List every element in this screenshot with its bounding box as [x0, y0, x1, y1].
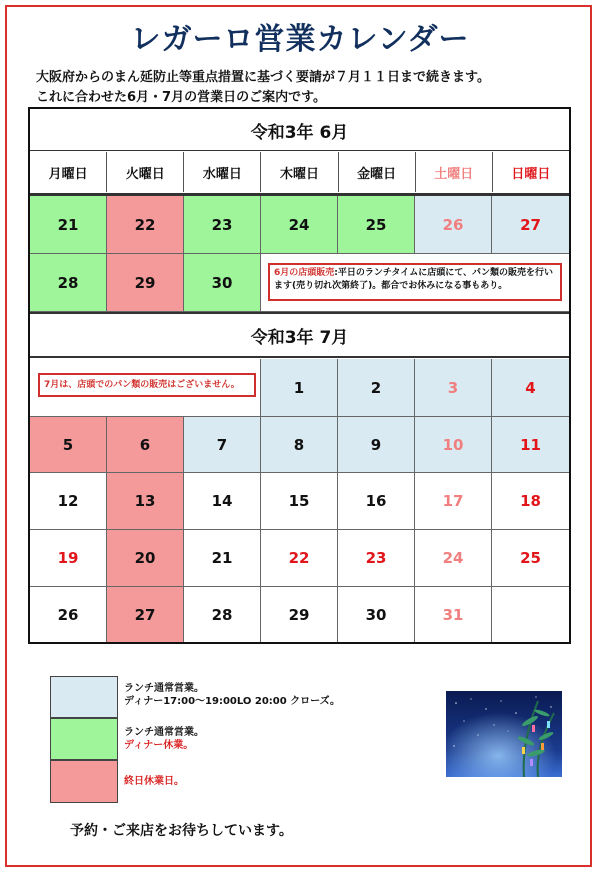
day-cell: 12 — [30, 473, 107, 530]
legend-swatch-blue — [50, 676, 118, 718]
day-cell: 29 — [261, 587, 338, 642]
legend-red-text — [124, 775, 184, 788]
day-cell-empty — [492, 587, 569, 642]
day-cell: 6 — [107, 417, 184, 473]
weekday-sun: 日曜日 — [511, 166, 551, 182]
day-cell: 23 — [184, 196, 261, 254]
weekday-mon: 月曜日 — [30, 152, 107, 192]
legend-green-line-1: ランチ通常営業。 — [124, 727, 204, 738]
july-header: 令和3年 7月 — [250, 327, 349, 348]
june-notice-title: 6月の店頭販売 — [274, 268, 335, 278]
legend-green-text — [124, 726, 204, 752]
day-cell: 21 — [184, 530, 261, 587]
tanabata-night-image — [446, 691, 562, 777]
day-cell: 22 — [261, 530, 338, 587]
intro-line-2: これに合わせた6月・7月の営業日のご案内です。 — [36, 90, 327, 105]
weekday-row — [30, 152, 569, 192]
day-cell: 4 — [492, 359, 569, 417]
day-cell: 2 — [338, 359, 415, 417]
july-notice: 7月は、店頭でのパン類の販売はございません。 — [38, 373, 256, 397]
weekday-thu: 木曜日 — [261, 152, 338, 192]
day-cell: 30 — [338, 587, 415, 642]
day-cell: 15 — [261, 473, 338, 530]
day-cell: 25 — [492, 530, 569, 587]
day-cell: 11 — [492, 417, 569, 473]
day-cell: 5 — [30, 417, 107, 473]
day-cell: 30 — [184, 254, 261, 312]
day-cell: 20 — [107, 530, 184, 587]
day-cell: 27 — [107, 587, 184, 642]
june-header: 令和3年 6月 — [250, 122, 349, 143]
day-cell: 7 — [184, 417, 261, 473]
calendar — [28, 107, 571, 644]
day-cell: 23 — [338, 530, 415, 587]
day-cell: 29 — [107, 254, 184, 312]
legend-green-line-2: ディナー休業。 — [124, 740, 194, 751]
day-cell: 16 — [338, 473, 415, 530]
day-cell: 9 — [338, 417, 415, 473]
intro-line-1: 大阪府からのまん延防止等重点措置に基づく要請が７月１１日まで続きます。 — [36, 70, 490, 85]
day-cell: 18 — [492, 473, 569, 530]
day-cell: 19 — [30, 530, 107, 587]
legend-blue-line-1: ランチ通常営業。 — [124, 683, 204, 694]
weekday-fri: 金曜日 — [339, 152, 416, 192]
day-cell: 28 — [30, 254, 107, 312]
day-cell: 21 — [30, 196, 107, 254]
legend-swatch-green — [50, 718, 118, 760]
day-cell: 25 — [338, 196, 415, 254]
june-notice-body: :平日のランチタイムに店頭にて、パン類の販売を行います(売り切れ次第終了)。都合でお休みになる事もあり。 — [274, 268, 554, 291]
intro-text — [36, 68, 490, 108]
weekday-tue: 火曜日 — [107, 152, 184, 192]
day-cell: 1 — [261, 359, 338, 417]
day-cell: 24 — [261, 196, 338, 254]
day-cell: 3 — [415, 359, 492, 417]
page-title: レガーロ営業カレンダー — [130, 22, 470, 57]
june-notice — [268, 263, 562, 301]
weekday-sat: 土曜日 — [416, 152, 493, 192]
legend-blue-line-2: ディナー17:00～19:00LO 20:00 クローズ。 — [124, 696, 340, 707]
day-cell: 31 — [415, 587, 492, 642]
legend-blue-text — [124, 682, 340, 708]
day-cell: 10 — [415, 417, 492, 473]
weekday-wed: 水曜日 — [184, 152, 261, 192]
day-cell: 17 — [415, 473, 492, 530]
day-cell: 26 — [415, 196, 492, 254]
day-cell: 26 — [30, 587, 107, 642]
legend-swatch-red — [50, 760, 118, 803]
day-cell: 24 — [415, 530, 492, 587]
legend-red-line-1: 終日休業日。 — [124, 776, 184, 787]
day-cell: 13 — [107, 473, 184, 530]
day-cell: 14 — [184, 473, 261, 530]
closing-message: 予約・ご来店をお待ちしています。 — [70, 823, 293, 839]
day-cell: 8 — [261, 417, 338, 473]
day-cell: 28 — [184, 587, 261, 642]
day-cell: 22 — [107, 196, 184, 254]
day-cell: 27 — [492, 196, 569, 254]
